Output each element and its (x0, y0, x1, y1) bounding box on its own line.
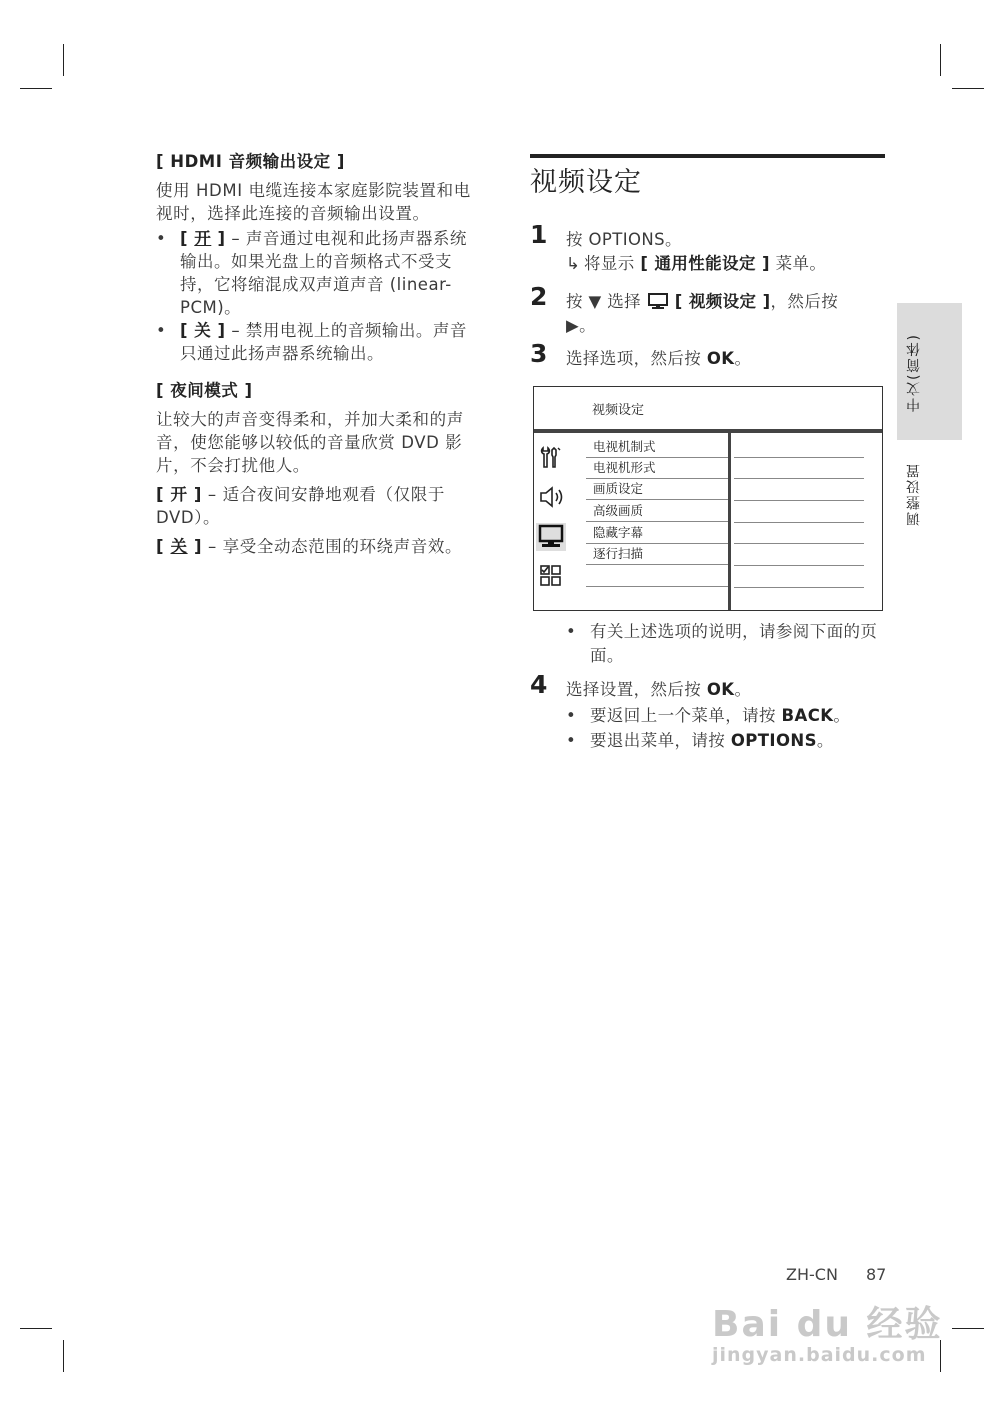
hdmi-on-text: – 声音通过电视和此扬声器系统输出。如果光盘上的音频格式不受支持，它将缩混成双声道声音 (linear-PCM)。 (180, 229, 467, 317)
menu-note: • 有关上述选项的说明，请参阅下面的页面。 (566, 622, 878, 665)
step-number: 1 (530, 220, 548, 249)
step-3: 3 选择选项，然后按 OK。 (530, 339, 752, 368)
step-1-text: 按 OPTIONS。 (566, 230, 682, 249)
menu-item-progressive-scan[interactable]: 逐行扫描 (586, 544, 728, 565)
section-side-label: 调整设置 (906, 462, 922, 526)
night-on-label: [ 开 ] (156, 485, 203, 504)
crop-mark (63, 1340, 64, 1372)
step-4-back-tip: • 要返回上一个菜单，请按 BACK。 (566, 704, 878, 728)
crop-mark (63, 44, 64, 76)
audio-settings-icon[interactable] (538, 484, 564, 510)
menu-item-advanced-picture[interactable]: 高级画质 (586, 501, 728, 522)
step-number: 2 (530, 282, 548, 311)
monitor-icon (647, 293, 669, 309)
bullet: • (566, 706, 577, 725)
value-row-line (734, 587, 864, 588)
hdmi-on-label: 开 (194, 229, 212, 248)
bullet: • (566, 731, 577, 750)
night-off-option: [ 关 ] – 享受全动态范围的环绕声音效。 (156, 537, 463, 556)
step-2: 2 按 ▼ 选择 [ 视频设定 ]，然后按 ▶。 (530, 282, 839, 335)
section-title: 视频设定 (530, 167, 642, 198)
step-1-result: ↳ 将显示 [ 通用性能设定 ] 菜单。 (566, 252, 890, 276)
watermark-logo: Bai du 经验 (712, 1304, 943, 1345)
menu-item-tv-system[interactable]: 电视机制式 (586, 437, 728, 458)
preference-settings-icon[interactable] (538, 563, 564, 589)
footer-language: ZH-CN (786, 1265, 838, 1284)
night-mode-description: 让较大的声音变得柔和，并加大柔和的声音，使您能够以较低的音量欣赏 DVD 影片，不会打扰他人。 (156, 410, 464, 475)
night-on-option: [ 开 ] – 适合夜间安静地观看（仅限于 DVD）。 (156, 485, 445, 527)
crop-mark (20, 88, 52, 89)
general-settings-icon[interactable] (538, 445, 564, 471)
value-row-line (734, 478, 864, 479)
menu-column-divider (728, 433, 731, 610)
bullet: • (156, 229, 167, 248)
step-number: 3 (530, 339, 548, 368)
language-tab (897, 303, 962, 440)
step-4: 4 选择设置，然后按 OK。 (530, 670, 752, 699)
value-row-line (734, 543, 864, 544)
hdmi-on-option: • [ 开 ] – 声音通过电视和此扬声器系统输出。如果光盘上的音频格式不受支持，它将缩混成双声道声音 (linear-PCM)。 (156, 229, 467, 317)
value-row-line (734, 500, 864, 501)
watermark-url: jingyan.baidu.com (712, 1344, 927, 1366)
result-arrow-icon: ↳ (566, 254, 581, 273)
crop-mark (952, 1328, 984, 1329)
step-1 (530, 220, 890, 276)
left-column (156, 150, 476, 558)
video-settings-icon[interactable] (536, 523, 566, 551)
step-4-exit-tip: • 要退出菜单，请按 OPTIONS。 (566, 729, 878, 753)
menu-item-closed-caption[interactable]: 隐藏字幕 (586, 523, 728, 544)
crop-mark (20, 1328, 52, 1329)
value-row-line (734, 565, 864, 566)
value-row-line (734, 457, 864, 458)
bullet: • (566, 622, 577, 641)
page-number: 87 (866, 1265, 887, 1284)
step-number: 4 (530, 670, 548, 699)
menu-item-tv-display[interactable]: 电视机形式 (586, 458, 728, 479)
crop-mark (952, 88, 984, 89)
hdmi-audio-heading: [ HDMI 音频输出设定 ] (156, 152, 345, 171)
crop-mark (940, 44, 941, 76)
hdmi-off-text: – 禁用电视上的音频输出。声音只通过此扬声器系统输出。 (180, 321, 467, 363)
hdmi-off-label: 关 (194, 321, 212, 340)
hdmi-off-option: • [ 关 ] – 禁用电视上的音频输出。声音只通过此扬声器系统输出。 (156, 321, 467, 363)
value-row-line (734, 522, 864, 523)
hdmi-audio-description: 使用 HDMI 电缆连接本家庭影院装置和电视时，选择此连接的音频输出设置。 (156, 181, 471, 223)
night-off-label: 关 (170, 537, 188, 556)
menu-item-picture-settings[interactable]: 画质设定 (586, 479, 728, 500)
section-top-rule (530, 154, 885, 158)
night-mode-heading: [ 夜间模式 ] (156, 381, 253, 400)
bullet: • (156, 321, 167, 340)
video-settings-menu (533, 386, 883, 611)
menu-title: 视频设定 (592, 403, 645, 418)
language-tab-label: 中文(简体) (906, 333, 922, 412)
menu-item-empty (586, 566, 728, 587)
menu-header-rule (534, 429, 882, 433)
